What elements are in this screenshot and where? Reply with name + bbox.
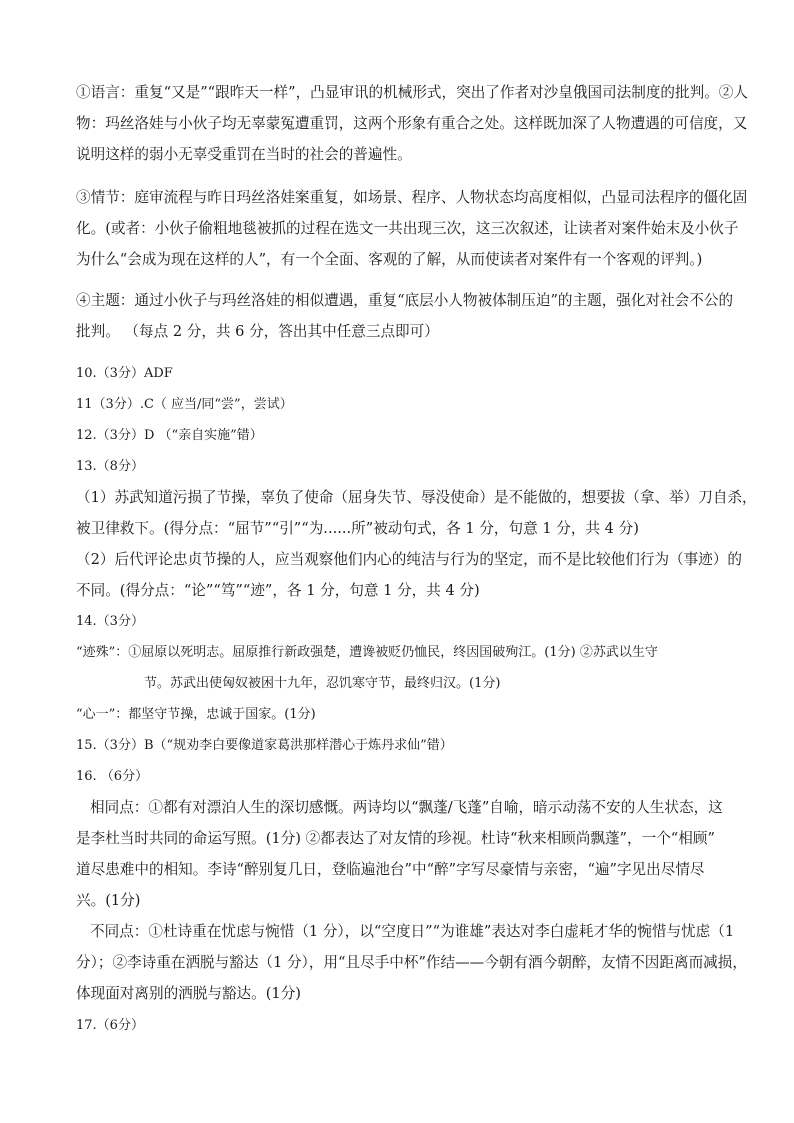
text-line: ③情节：庭审流程与昨日玛丝洛娃案重复，如场景、程序、人物状态均高度相似，凸显司法程序的僵化固 [76, 189, 748, 206]
text-line: 不同。(得分点：“论”“笃”“迹”，各 1 分，句意 1 分，共 4 分) [76, 582, 480, 599]
answer-q10 [76, 358, 726, 389]
question-heading: 13.（8分） [76, 459, 144, 474]
text-line: “心一”：都坚守节操，忠诚于国家。(1分) [76, 707, 316, 722]
question-heading: 16. （6分） [76, 769, 149, 784]
text-line: 分）；②李诗重在洒脱与豁达（1 分），用“且尽手中杯”作结——今朝有酒今朝醉，友情不因距离而减损， [76, 954, 747, 971]
text-line: 兴。(1分) [76, 892, 141, 909]
text-line: 12.（3分）D （“亲自实施”错） [76, 428, 263, 443]
text-line: 被卫律救下。(得分点：“屈节”“引”“为......所”被动句式，各 1 分，句意 1 分，共 4 分) [76, 520, 639, 537]
text-line: 11（3分）.C（ 应当/同“尝”，尝试） [76, 397, 293, 412]
text-line: 物：玛丝洛娃与小伙子均无辜蒙冤遭重罚，这两个形象有重合之处。这样既加深了人物遭遇的可信度，又 [76, 115, 748, 132]
text-line: 为什么“会成为现在这样的人”，有一个全面、客观的了解，从而使读者对案件有一个客观的评判。) [76, 251, 703, 268]
answer-q15 [76, 730, 726, 761]
text-line: 是李杜当时共同的命运写照。(1分) ②都表达了对友情的珍视。杜诗“秋来相顾尚飘蓬”，一个“相顾” [76, 830, 715, 847]
text-line: 批判。 （每点 2 分，共 6 分，答出其中任意三点即可） [76, 323, 439, 340]
text-line: 说明这样的弱小无辜受重罚在当时的社会的普遍性。 [76, 146, 412, 163]
answer-q13 [76, 451, 757, 606]
analysis-paragraph-plot [76, 182, 748, 275]
text-line: 道尽患难中的相知。李诗“醉别复几日，登临遍池台”中“醉”字写尽豪情与亲密，“遍”字见出尽情尽 [76, 861, 705, 878]
text-line: ④主题：通过小伙子与玛丝洛娃的相似遭遇，重复“底层小人物被体制压迫”的主题，强化对社会不公的 [76, 292, 734, 309]
text-line: “迹殊”：①屈原以死明志。屈原推行新政强楚，遭谗被贬仍恤民，终因国破殉江。(1分) ②苏武以生守 [76, 645, 658, 660]
answer-q16 [76, 761, 747, 1009]
text-line: （2）后代评论忠贞节操的人，应当观察他们内心的纯洁与行为的坚定，而不是比较他们行为（事迹）的 [76, 551, 743, 568]
analysis-paragraph-theme [76, 285, 734, 347]
answer-q12 [76, 420, 726, 451]
text-line: 节。苏武出使匈奴被困十九年，忍饥寒守节，最终归汉。(1分) [144, 676, 501, 691]
text-line: 不同点：①杜诗重在忧虑与惋惜（1 分），以“空度日”“为谁雄”表达对李白虚耗才华的惋惜与忧虑（1 [90, 923, 735, 940]
text-line: 10.（3分）ADF [76, 366, 173, 381]
text-line: 化。(或者：小伙子偷粗地毯被抓的过程在选文一共出现三次，这三次叙述，让读者对案件始末及小伙子 [76, 220, 739, 237]
question-heading: 17.（6分） [76, 1018, 144, 1033]
question-heading: 14.（3分） [76, 614, 144, 629]
analysis-paragraph-language [76, 77, 748, 170]
text-line: 体现面对离别的洒脱与豁达。(1分) [76, 985, 301, 1002]
answer-q14 [76, 606, 726, 730]
text-line: ①语言：重复“又是”“跟昨天一样”，凸显审讯的机械形式，突出了作者对沙皇俄国司法制度的批判。②人 [76, 84, 748, 101]
answer-q17 [76, 1010, 726, 1041]
text-line: 15.（3分）B（“规劝李白要像道家葛洪那样潜心于炼丹求仙”错） [76, 738, 453, 753]
answer-q11 [76, 389, 726, 420]
text-line: （1）苏武知道污损了节操，辜负了使命（屈身失节、辱没使命）是不能做的，想要拔（拿、举）刀自杀， [76, 489, 757, 506]
text-line: 相同点：①都有对漂泊人生的深切感慨。两诗均以“飘蓬/飞蓬”自喻，暗示动荡不安的人生状态，这 [90, 799, 723, 816]
